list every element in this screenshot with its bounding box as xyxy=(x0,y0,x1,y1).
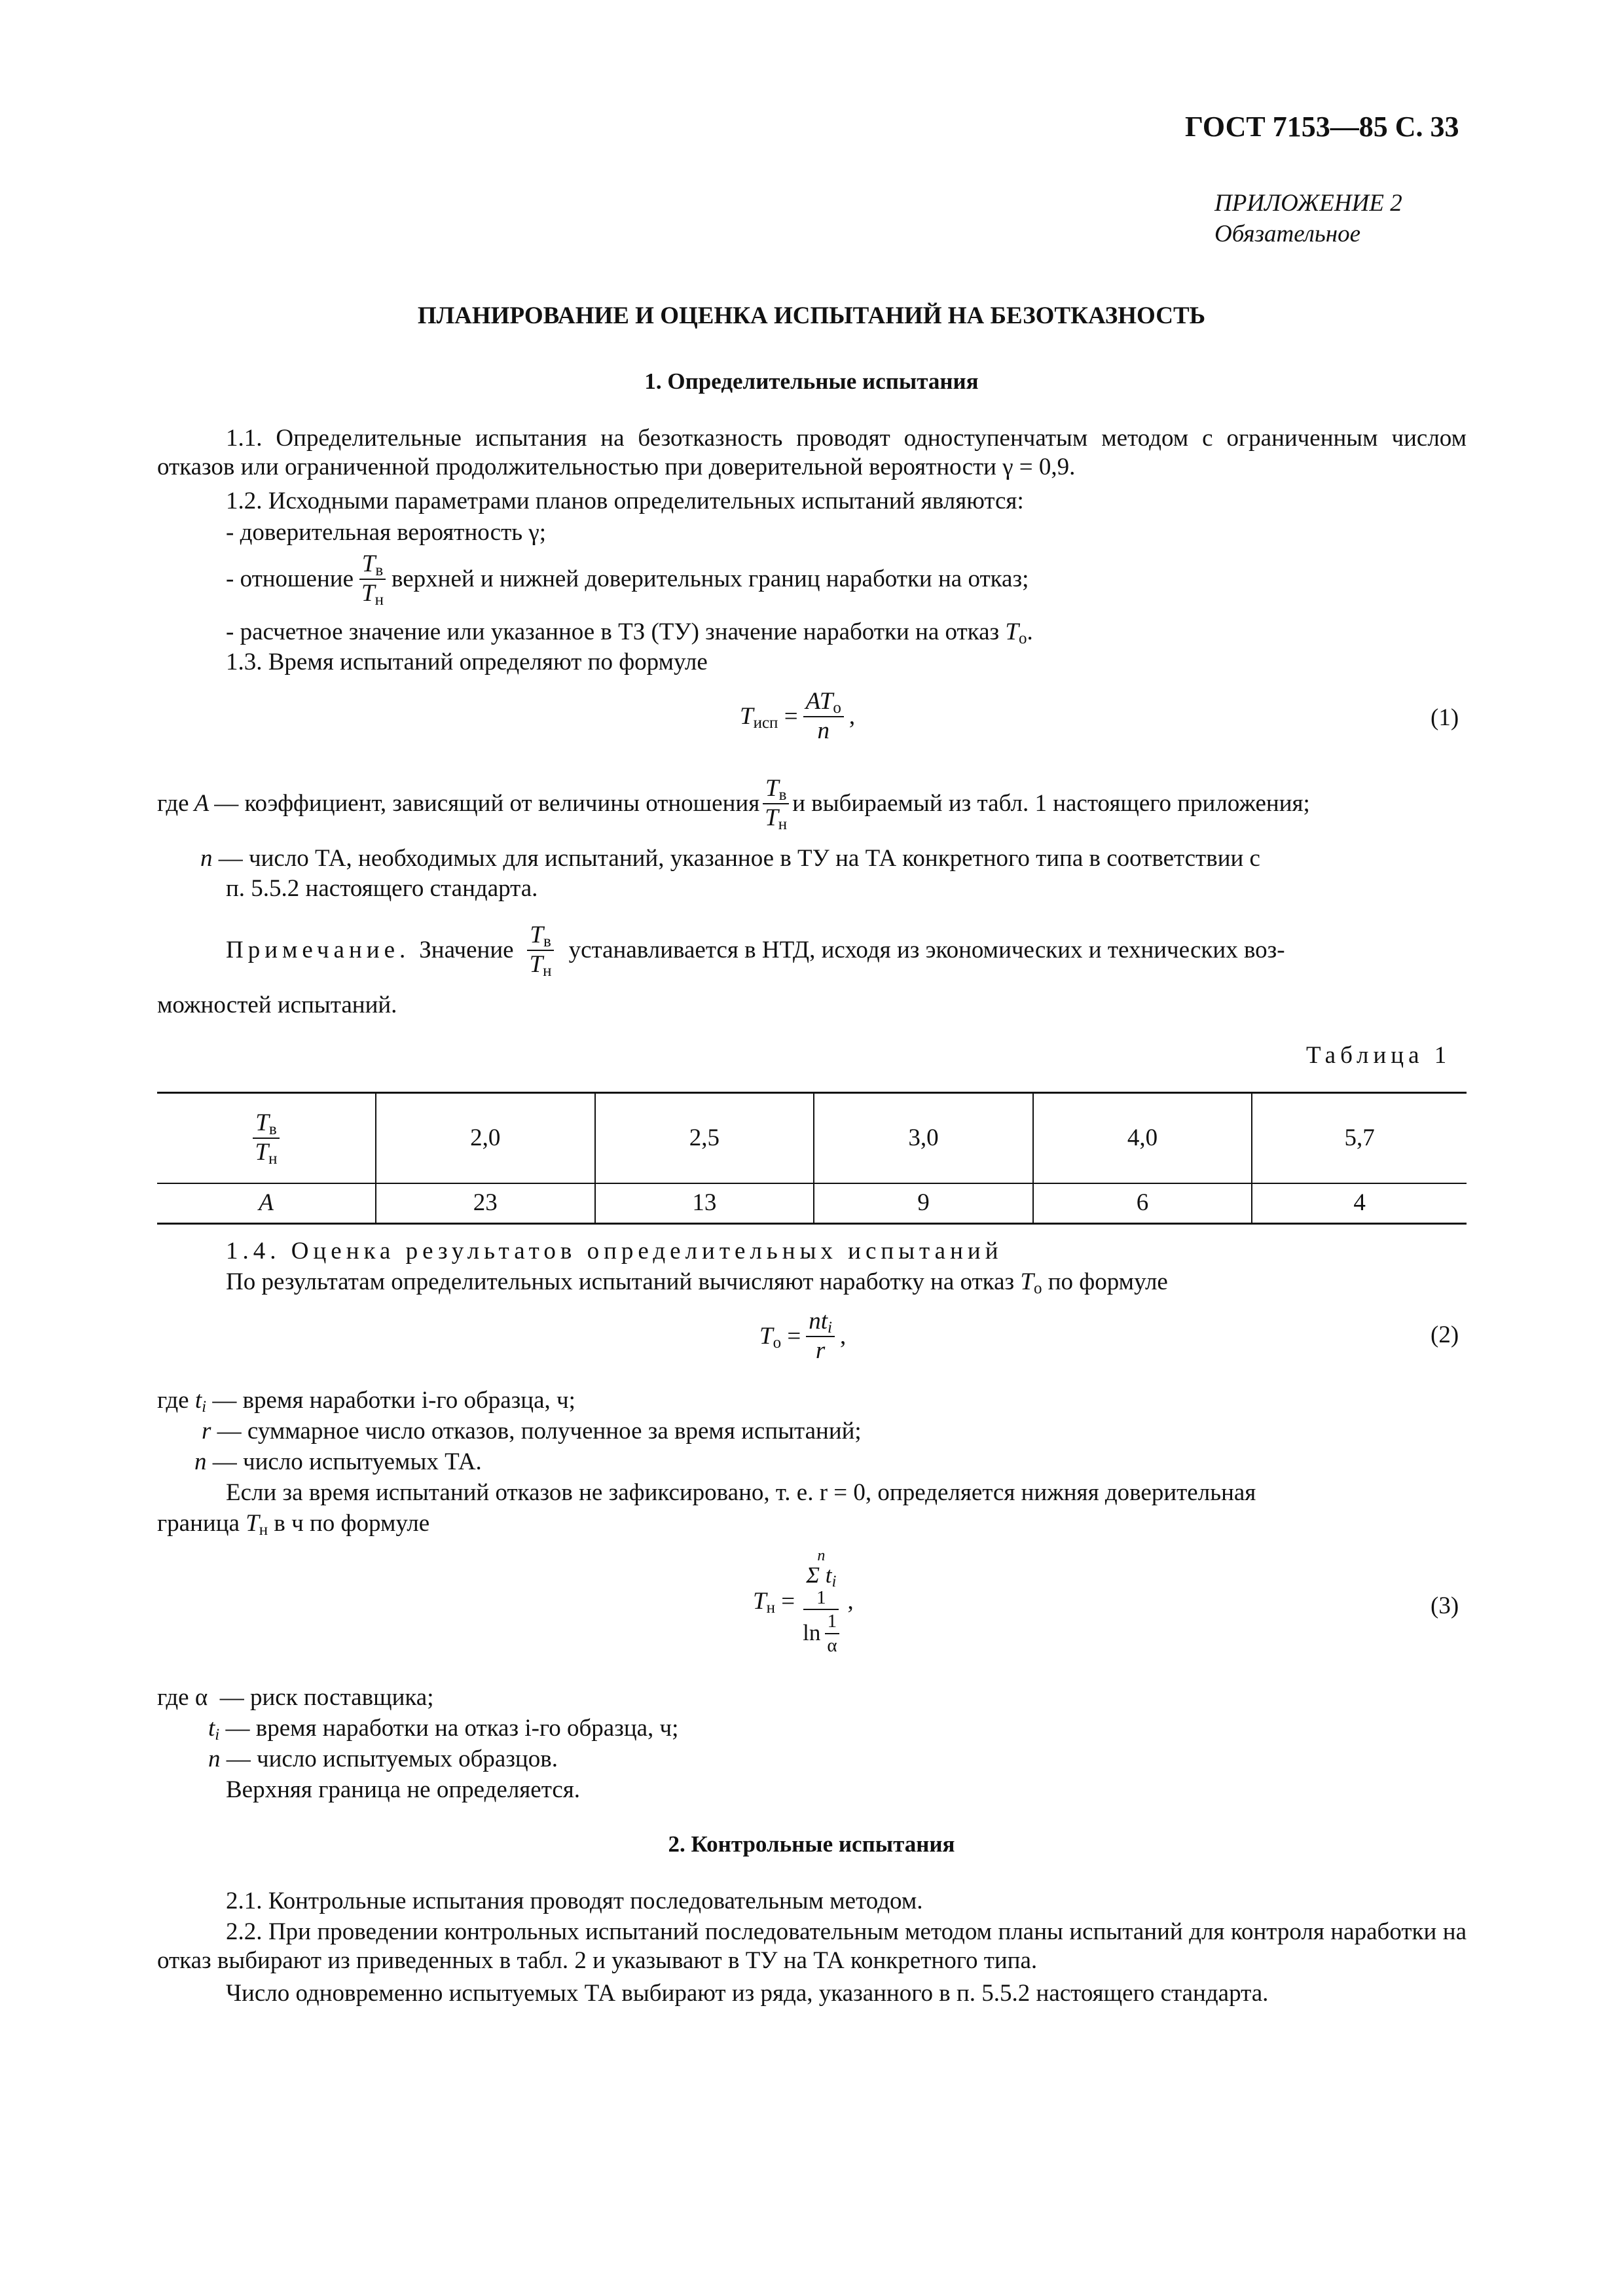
table-header-ratio: $\frac{T_в}{T_н}$ xyxy=(157,1093,376,1184)
paragraph-1-3: 1.3. Время испытаний определяют по формуле xyxy=(226,649,708,675)
appendix-label: ПРИЛОЖЕНИЕ 2 xyxy=(1214,190,1402,217)
table-1-label: Таблица 1 xyxy=(1306,1042,1451,1069)
table-row xyxy=(157,1183,1467,1224)
where-n-3-text: — число испытуемых образцов. xyxy=(226,1746,558,1772)
paragraph-zero-failures: Если за время испытаний отказов не зафиксировано, т. е. r = 0, определяется нижняя доверительная xyxy=(226,1479,1256,1506)
formula-2: $T_о$ = $\frac{nt_i}{r}$ , xyxy=(759,1308,847,1364)
note-line-2: можностей испытаний. xyxy=(157,992,397,1018)
where-ti-text: — время наработки i-го образца, ч; xyxy=(212,1387,575,1414)
where-A-prefix: где xyxy=(157,789,189,817)
note: Примечание. Значение $\frac{T_в}{T_н}$ устанавливается в НТД, исходя из экономических и технических воз- xyxy=(226,922,1285,980)
page-title: ПЛАНИРОВАНИЕ И ОЦЕНКА ИСПЫТАНИЙ НА БЕЗОТКАЗНОСТЬ xyxy=(417,302,1206,329)
paragraph-1-4: По результатам определительных испытаний вычисляют наработку на отказ $T_о$ по формуле xyxy=(226,1268,1168,1297)
list-item-ratio-suffix: верхней и нижней доверительных границ наработки на отказ; xyxy=(391,565,1029,592)
section-1-heading: 1. Определительные испытания xyxy=(644,368,979,394)
where-r-text: — суммарное число отказов, полученное за время испытаний; xyxy=(217,1418,862,1444)
table-cell: 23 xyxy=(376,1183,595,1224)
paragraph-2-2: 2.2. При проведении контрольных испытаний последовательным методом планы испытаний для контроля наработки на отказ выбирают из приведенных в табл. 2 и указывают в ТУ на ТА конкретного типа. xyxy=(157,1918,1467,1975)
table-cell: 2,5 xyxy=(595,1093,814,1184)
appendix-status: Обязательное xyxy=(1214,221,1361,247)
note-value-word: Значение xyxy=(419,936,514,963)
where-ti-2-text: — время наработки на отказ i-го образца, ч; xyxy=(225,1715,679,1742)
note-label: Примечание. xyxy=(226,936,410,963)
paragraph-1-4-text: По результатам определительных испытаний вычисляют наработку на отказ xyxy=(226,1268,1015,1295)
document-code: ГОСТ 7153—85 С. 33 xyxy=(1185,111,1459,143)
note-text: устанавливается в НТД, исходя из экономических и технических воз- xyxy=(568,936,1285,963)
paragraph-2-1: 2.1. Контрольные испытания проводят последовательным методом. xyxy=(226,1888,923,1914)
where-A-suffix: и выбираемый из табл. 1 настоящего приложения; xyxy=(792,789,1310,817)
formula-3: $T_н$ = n Σ $t_i$ 1 ln $\frac{1}{\alpha}$ , xyxy=(753,1547,854,1656)
ratio-fraction: $\frac{T_в}{T_н}$ xyxy=(359,552,386,607)
where-n-line-1: n — число ТА, необходимых для испытаний, указанное в ТУ на ТА конкретного типа в соответствии с xyxy=(200,845,1260,872)
formula-3-number: (3) xyxy=(1431,1592,1459,1619)
table-1 xyxy=(157,1092,1467,1225)
list-item-confidence: - доверительная вероятность γ; xyxy=(226,519,547,546)
list-item-ratio xyxy=(226,552,1029,607)
where-alpha-text: — риск поставщика; xyxy=(219,1684,434,1711)
table-row-label: A xyxy=(157,1183,376,1224)
paragraph-zero-prefix: граница xyxy=(157,1510,240,1537)
paragraph-1-1: 1.1. Определительные испытания на безотказность проводят одноступенчатым методом с ограниченным числом отказов или ограниченной продолжительностью при доверительной вероятности γ = 0,9. xyxy=(157,425,1467,481)
table-cell: 4 xyxy=(1252,1183,1467,1224)
where-n-2-text: — число испытуемых ТА. xyxy=(212,1448,482,1475)
table-cell: 3,0 xyxy=(814,1093,1033,1184)
where-n-3: n — число испытуемых образцов. xyxy=(208,1746,558,1772)
table-cell: 5,7 xyxy=(1252,1093,1467,1184)
paragraph-1-2: 1.2. Исходными параметрами планов определительных испытаний являются: xyxy=(226,488,1024,514)
paragraph-1-4-heading: 1.4. Оценка результатов определительных испытаний xyxy=(226,1238,1003,1265)
where-A-text: — коэффициент, зависящий от величины отношения xyxy=(214,789,760,817)
table-cell: 6 xyxy=(1033,1183,1252,1224)
upper-bound-note: Верхняя граница не определяется. xyxy=(226,1776,581,1803)
table-cell: 4,0 xyxy=(1033,1093,1252,1184)
table-cell: 9 xyxy=(814,1183,1033,1224)
where-ti: где $t_i$ — время наработки i-го образца, ч; xyxy=(157,1387,575,1416)
paragraph-1-4-tail: по формуле xyxy=(1048,1268,1168,1295)
section-2-heading: 2. Контрольные испытания xyxy=(668,1831,955,1857)
paragraph-zero-suffix: в ч по формуле xyxy=(274,1510,430,1537)
formula-1-number: (1) xyxy=(1431,704,1459,731)
where-ti-2: $t_i$ — время наработки на отказ i-го образца, ч; xyxy=(208,1715,679,1744)
where-n-2: n — число испытуемых ТА. xyxy=(194,1448,482,1475)
formula-1: $T_{исп}$ = $\frac{AT_о}{n}$ , xyxy=(740,688,856,744)
where-A: где A — коэффициент, зависящий от величины отношения $\frac{T_в}{T_н}$ и выбираемый из табл. 1 настоящего приложения; xyxy=(157,775,1310,833)
where-n-line-2: п. 5.5.2 настоящего стандарта. xyxy=(226,875,538,902)
table-cell: 13 xyxy=(595,1183,814,1224)
table-row xyxy=(157,1093,1467,1184)
list-item-calculated-text: - расчетное значение или указанное в ТЗ (ТУ) значение наработки на отказ xyxy=(226,619,1000,645)
table-cell: 2,0 xyxy=(376,1093,595,1184)
where-alpha: где α — риск поставщика; xyxy=(157,1684,434,1711)
where-n-text: — число ТА, необходимых для испытаний, указанное в ТУ на ТА конкретного типа в соответствии с xyxy=(218,845,1260,872)
formula-2-number: (2) xyxy=(1431,1321,1459,1348)
list-item-calculated: - расчетное значение или указанное в ТЗ (ТУ) значение наработки на отказ $T_о$. xyxy=(226,619,1033,647)
paragraph-zero-failures-line-2: граница $T_н$ в ч по формуле xyxy=(157,1510,430,1539)
where-r: r — суммарное число отказов, полученное за время испытаний; xyxy=(202,1418,862,1444)
list-item-ratio-prefix: - отношение xyxy=(226,565,354,592)
paragraph-2-3: Число одновременно испытуемых ТА выбирают из ряда, указанного в п. 5.5.2 настоящего стандарта. xyxy=(226,1980,1269,2007)
